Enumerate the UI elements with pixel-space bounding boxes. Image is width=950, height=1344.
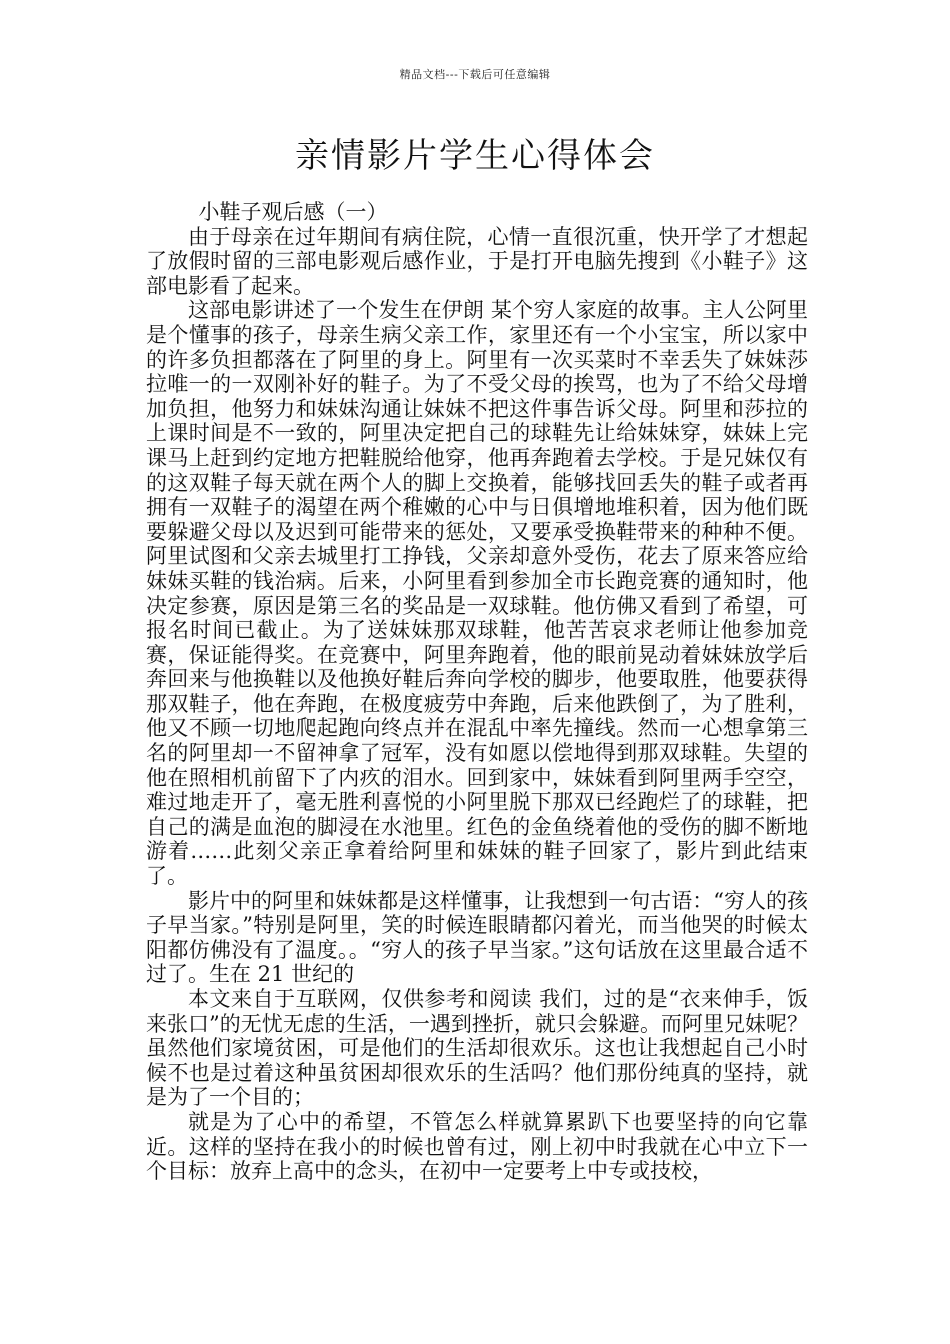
- paragraph-plot: 这部电影讲述了一个发生在伊朗 某个穷人家庭的故事。主人公阿里是个懂事的孩子，母亲生病父亲工作，家里还有一个小宝宝，所以家中的许多负担都落在了阿里的身上。阿里有一次买菜时不幸丢失了妹妹莎拉唯一的一双刚补好的鞋子。为了不受父母的挨骂，也为了不给父母增加负担，他努力和妹妹沟通让妹妹不把这件事告诉父母。阿里和莎拉的上课时间是不一致的，阿里决定把自己的球鞋先让给妹妹穿，妹妹上完课马上赶到约定地方把鞋脱给他穿，他再奔跑着去学校。于是兄妹仅有的这双鞋子每天就在两个人的脚上交换着，能够找回丢失的鞋子或者再拥有一双鞋子的渴望在两个稚嫩的心中与日俱增地堆积着，因为他们既要躲避父母以及迟到可能带来的惩处，又要承受换鞋带来的种种不便。阿里试图和父亲去城里打工挣钱，父亲却意外受伤，花去了原来答应给妹妹买鞋的钱治病。后来，小阿里看到参加全市长跑竞赛的通知时，他决定参赛，原因是第三名的奖品是一双球鞋。他仿佛又看到了希望，可报名时间已截止。为了送妹妹那双球鞋，他苦苦哀求老师让他参加竞赛，保证能得奖。在竞赛中，阿里奔跑着，他的眼前晃动着妹妹放学后奔回来与他换鞋以及他换好鞋后奔向学校的脚步，他要取胜，他要获得那双鞋子，他在奔跑，在极度疲劳中奔跑，后来他跌倒了，为了胜利，他又不顾一切地爬起跑向终点并在混乱中率先撞线。然而一心想拿第三名的阿里却一不留神拿了冠军，没有如愿以偿地得到那双球鞋。失望的他在照相机前留下了内疚的泪水。回到家中，妹妹看到阿里两手空空，难过地走开了，毫无胜利喜悦的小阿里脱下那双已经跑烂了的球鞋，把自己的满是血泡的脚浸在水池里。红色的金鱼绕着他的受伤的脚不断地游着……此刻父亲正拿着给阿里和妹妹的鞋子回家了，影片到此结束了。: [146, 298, 808, 889]
- document-body: [146, 200, 808, 1184]
- paragraph-comparison: 本文来自于互联网，仅供参考和阅读 我们，过的是“衣来伸手，饭来张口”的无忧无虑的生活，一遇到挫折，就只会躲避。而阿里兄妹呢？虽然他们家境贫困，可是他们的生活却很欢乐。这也让我想起自己小时候不也是过着这种虽贫困却很欢乐的生活吗？他们那份纯真的坚持，就是为了一个目的；: [146, 987, 808, 1110]
- paragraph-intro: 由于母亲在过年期间有病住院，心情一直很沉重，快开学了才想起了放假时留的三部电影观后感作业，于是打开电脑先搜到《小鞋子》这部电影看了起来。: [146, 224, 808, 298]
- document-title: 亲情影片学生心得体会: [295, 136, 655, 176]
- paragraph-persistence: 就是为了心中的希望，不管怎么样就算累趴下也要坚持的向它靠近。这样的坚持在我小的时候也曾有过，刚上初中时我就在心中立下一个目标：放弃上高中的念头，在初中一定要考上中专或技校，: [146, 1109, 808, 1184]
- section-subtitle: 小鞋子观后感（一）: [198, 200, 388, 224]
- header-note: 精品文档---下载后可任意编辑: [399, 68, 551, 81]
- paragraph-reflection: 影片中的阿里和妹妹都是这样懂事，让我想到一句古语：“穷人的孩子早当家。”特别是阿里，笑的时候连眼睛都闪着光，而当他哭的时候太阳都仿佛没有了温度。。“穷人的孩子早当家。”这句话放在这里最合适不过了。生在 21 世纪的: [146, 888, 808, 987]
